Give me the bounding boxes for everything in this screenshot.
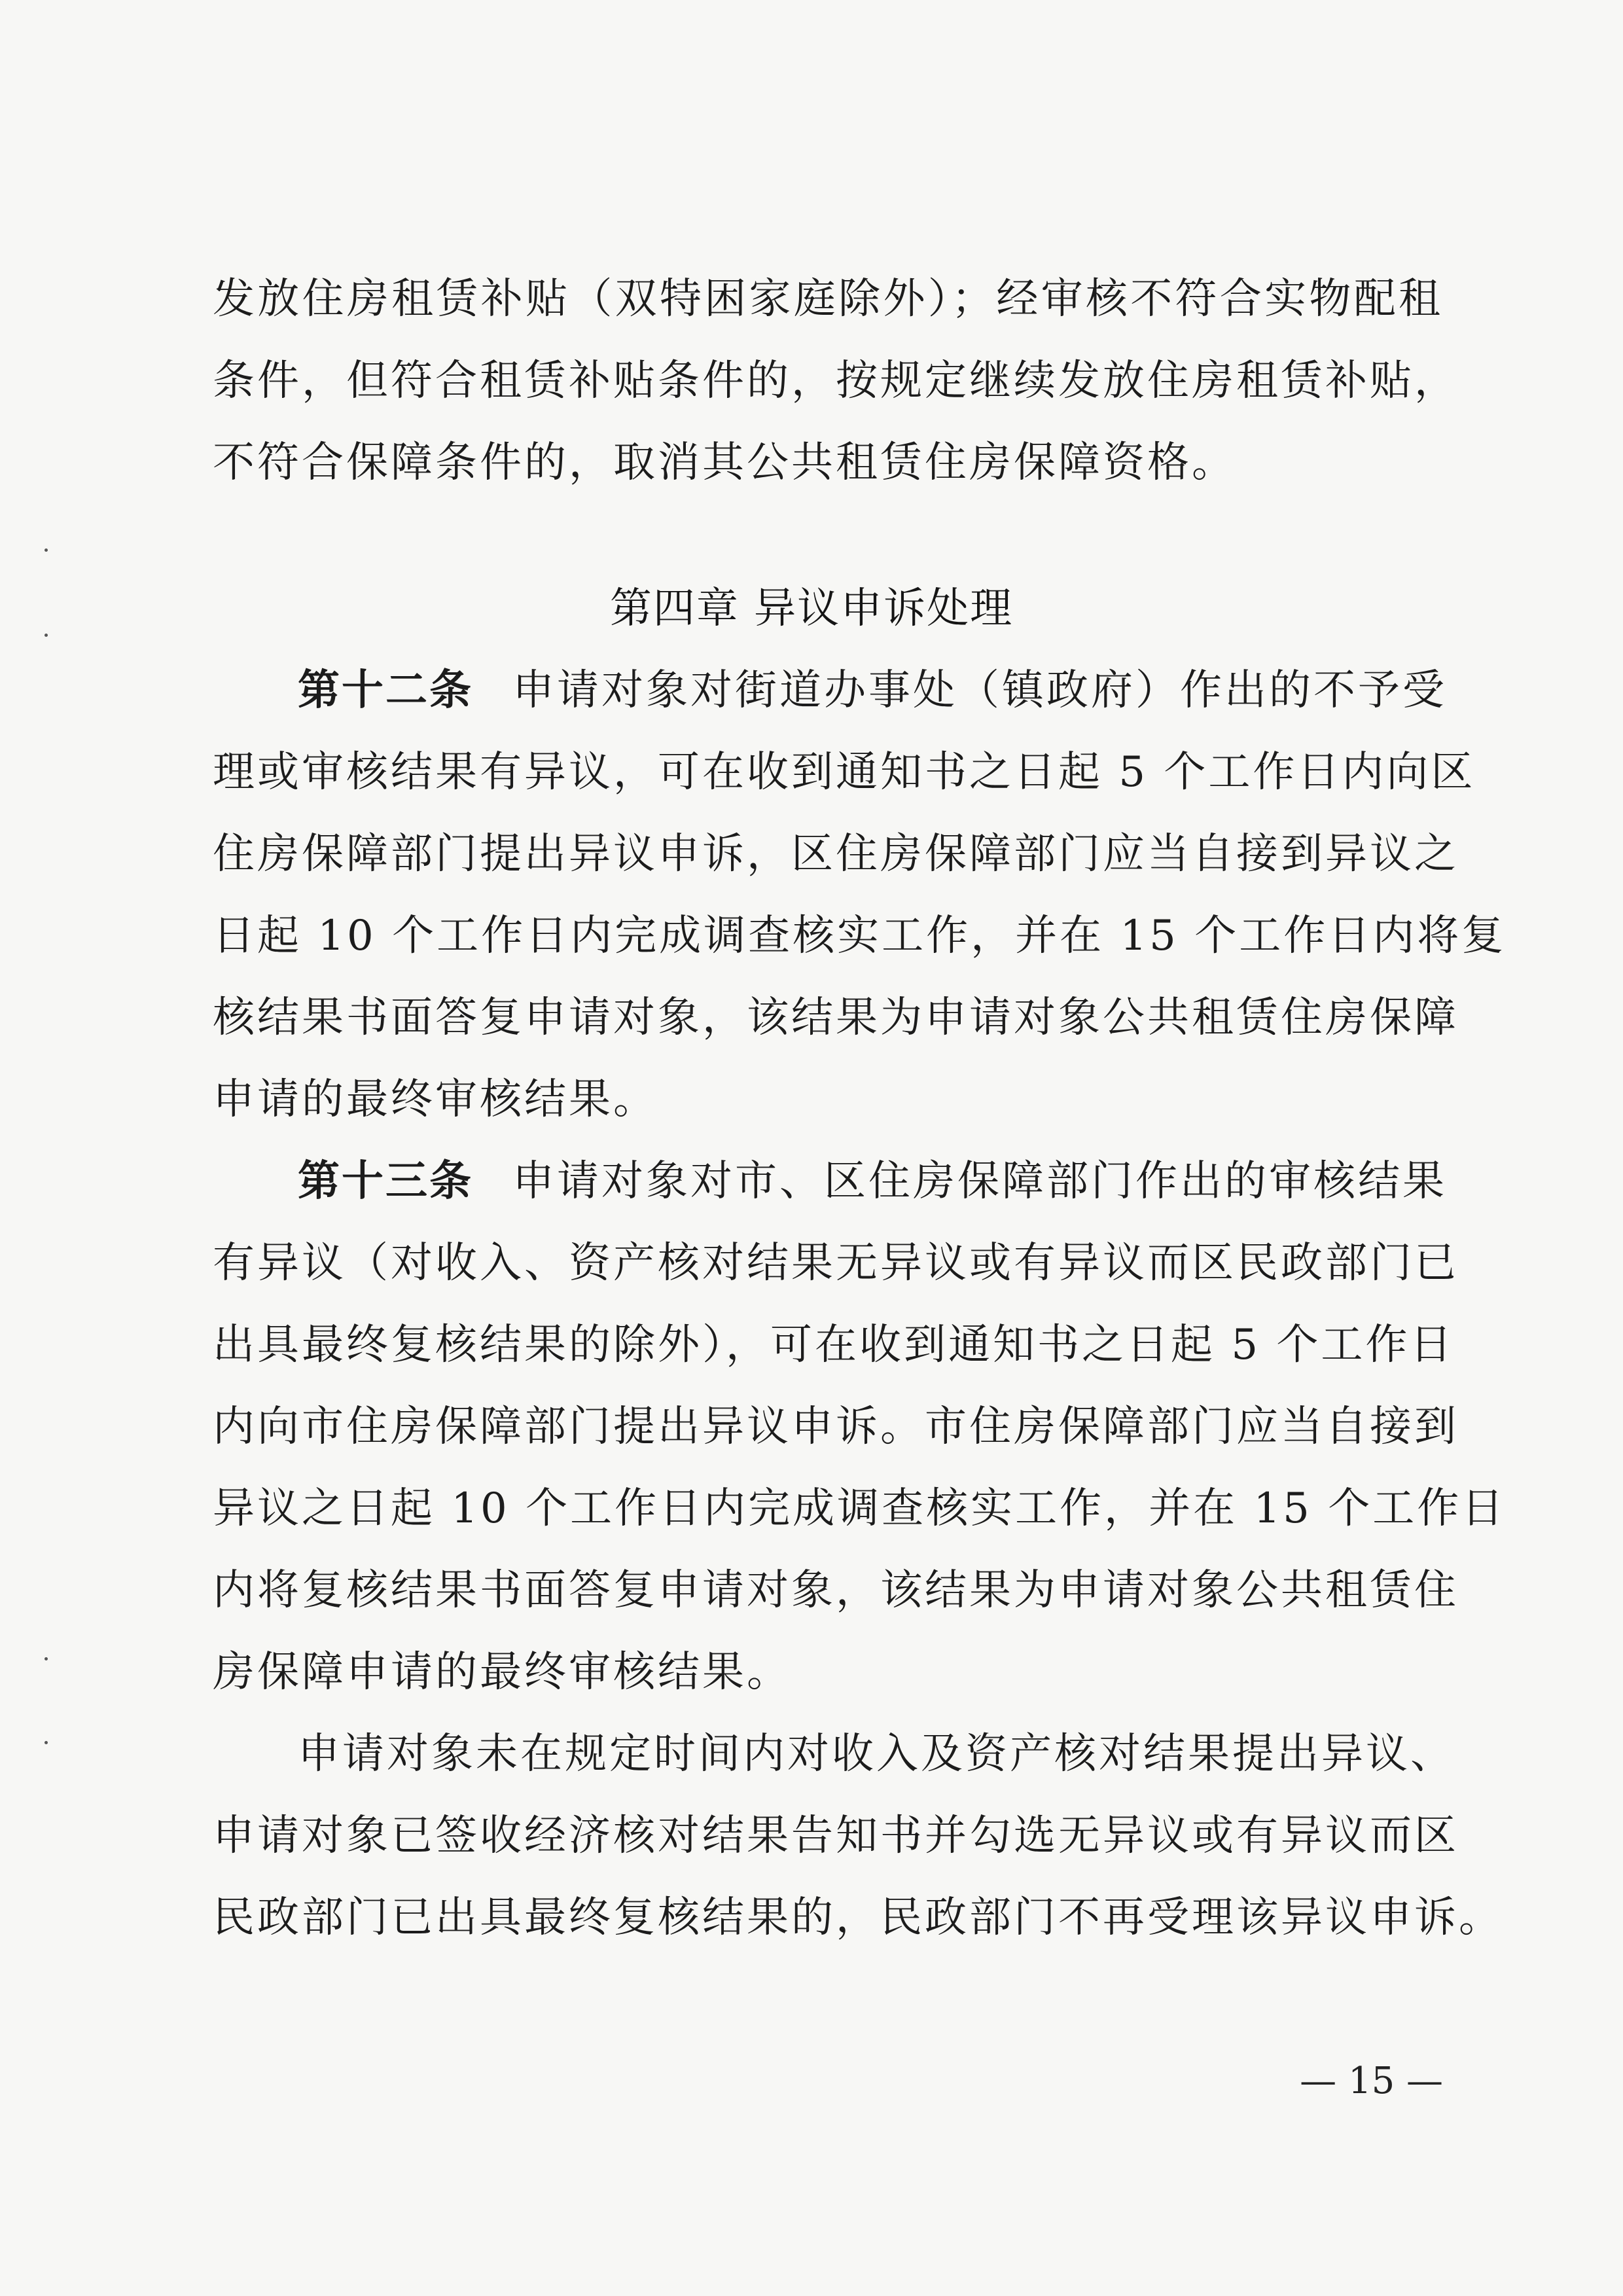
binding-mark bbox=[45, 1741, 48, 1744]
text-line: 内将复核结果书面答复申请对象，该结果为申请对象公共租赁住 bbox=[213, 1566, 1459, 1615]
article-13 bbox=[213, 1141, 1507, 1713]
binding-mark bbox=[45, 548, 48, 552]
text-line: 房保障申请的最终审核结果。 bbox=[213, 1648, 791, 1696]
text-line: 异议之日起 10 个工作日内完成调查核实工作，并在 15 个工作日 bbox=[213, 1484, 1507, 1533]
text-line: 出具最终复核结果的除外），可在收到通知书之日起 5 个工作日 bbox=[213, 1321, 1455, 1369]
text-line: 日起 10 个工作日内完成调查核实工作，并在 15 个工作日内将复 bbox=[213, 912, 1507, 960]
intro-paragraph bbox=[213, 259, 1459, 504]
text-line: 条件，但符合租赁补贴条件的，按规定继续发放住房租赁补贴， bbox=[213, 357, 1459, 405]
text-line: 不符合保障条件的，取消其公共租赁住房保障资格。 bbox=[213, 439, 1236, 487]
note-paragraph bbox=[213, 1713, 1503, 1959]
article-text: 申请对象对市、区住房保障部门作出的审核结果 bbox=[512, 1157, 1447, 1206]
text-line: 申请的最终审核结果。 bbox=[213, 1075, 658, 1124]
article-12 bbox=[213, 650, 1507, 1141]
article-label: 第十三条 bbox=[298, 1157, 473, 1206]
text-line bbox=[213, 1713, 1455, 1795]
article-first-line bbox=[213, 650, 1447, 732]
text-line: 有异议（对收入、资产核对结果无异议或有异议而区民政部门已 bbox=[213, 1239, 1459, 1287]
text-line: 发放住房租赁补贴（双特困家庭除外）；经审核不符合实物配租 bbox=[213, 275, 1443, 323]
chapter-title: 第四章 异议申诉处理 bbox=[609, 584, 1014, 633]
page-number: — 15 — bbox=[1300, 2060, 1443, 2102]
article-label: 第十二条 bbox=[298, 666, 473, 715]
text-line: 内向市住房保障部门提出异议申诉。市住房保障部门应当自接到 bbox=[213, 1403, 1459, 1451]
text-line: 申请对象已签收经济核对结果告知书并勾选无异议或有异议而区 bbox=[213, 1812, 1459, 1860]
article-first-line bbox=[213, 1141, 1447, 1223]
text-line: 理或审核结果有异议，可在收到通知书之日起 5 个工作日内向区 bbox=[213, 748, 1476, 797]
binding-mark bbox=[45, 1657, 48, 1660]
article-text: 申请对象对街道办事处（镇政府）作出的不予受 bbox=[512, 666, 1447, 715]
text-line: 民政部门已出具最终复核结果的，民政部门不再受理该异议申诉。 bbox=[213, 1893, 1503, 1942]
text-line: 住房保障部门提出异议申诉，区住房保障部门应当自接到异议之 bbox=[213, 830, 1459, 878]
text-line: 核结果书面答复申请对象，该结果为申请对象公共租赁住房保障 bbox=[213, 994, 1459, 1042]
note-text: 申请对象未在规定时间内对收入及资产核对结果提出异议、 bbox=[298, 1730, 1455, 1778]
